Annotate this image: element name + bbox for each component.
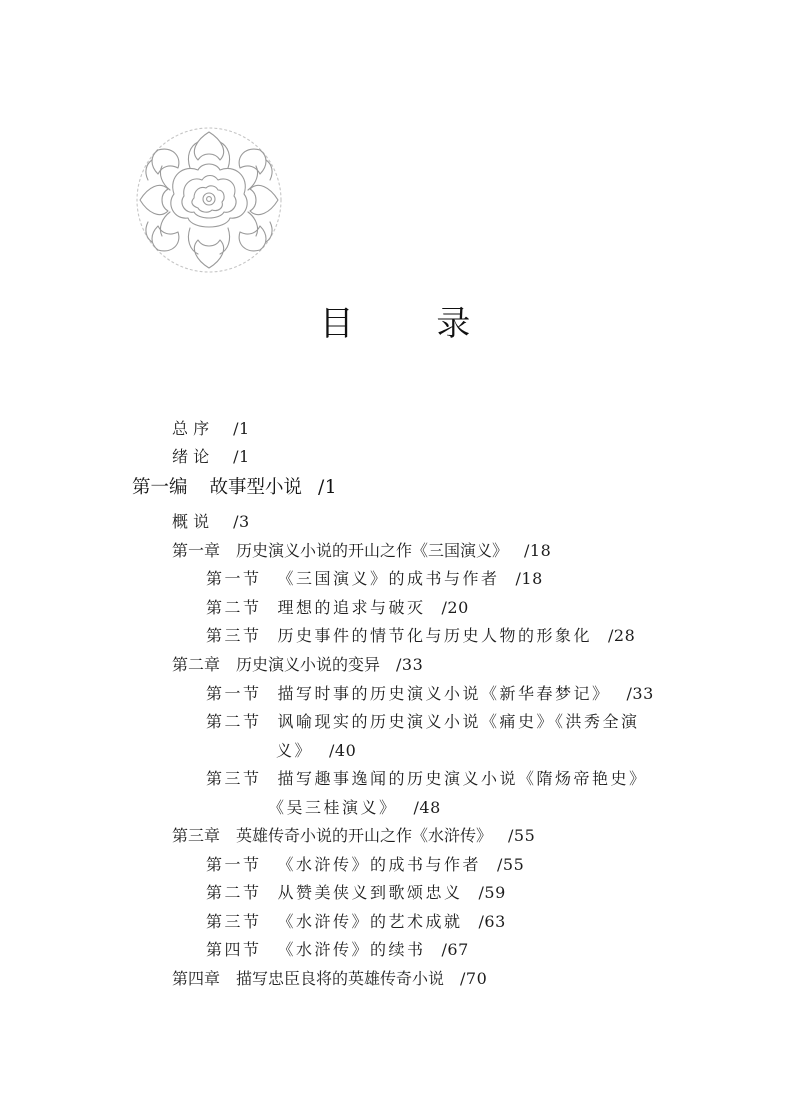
toc-title: 讽喻现实的历史演义小说《痛史》《洪秀全演 xyxy=(277,712,640,731)
toc-page: /67 xyxy=(441,940,469,959)
toc-label: 第二节 xyxy=(206,883,262,902)
toc-entry-chapter-3[interactable] xyxy=(172,826,535,846)
toc-title: 历史演义小说的开山之作《三国演义》 xyxy=(236,541,509,560)
toc-label: 第三章 xyxy=(172,826,221,845)
toc-label: 第一节 xyxy=(206,569,262,588)
toc-page: /3 xyxy=(233,512,250,531)
toc-entry-ch2-section-2-cont[interactable] xyxy=(276,741,356,761)
toc-title: 《水浒传》的续书 xyxy=(277,940,426,959)
toc-title: 描写忠臣良将的英雄传奇小说 xyxy=(236,969,445,988)
toc-entry-ch3-section-2[interactable] xyxy=(206,883,506,903)
toc-title: 描写时事的历史演义小说《新华春梦记》 xyxy=(277,684,611,703)
toc-label: 第三节 xyxy=(206,769,262,788)
toc-title: 从赞美侠义到歌颂忠义 xyxy=(277,883,463,902)
toc-title: 故事型小说 xyxy=(209,477,303,498)
toc-page: /59 xyxy=(478,883,506,902)
toc-entry-ch2-section-3-cont[interactable] xyxy=(268,798,441,818)
toc-label: 第二节 xyxy=(206,712,262,731)
toc-page: /55 xyxy=(508,826,536,845)
page-title: 目 录 xyxy=(319,304,507,344)
toc-label: 第一章 xyxy=(172,541,221,560)
toc-title-continued: 义》 xyxy=(276,741,314,760)
toc-label: 第一编 xyxy=(132,477,188,498)
toc-title: 历史事件的情节化与历史人物的形象化 xyxy=(277,626,593,645)
toc-entry-ch3-section-1[interactable] xyxy=(206,855,524,875)
toc-label: 第一节 xyxy=(206,684,262,703)
toc-page: /55 xyxy=(497,855,525,874)
toc-page: /70 xyxy=(460,969,488,988)
toc-entry-chapter-2[interactable] xyxy=(172,655,423,675)
toc-label: 第三节 xyxy=(206,626,262,645)
toc-entry-ch1-section-3[interactable] xyxy=(206,626,635,646)
toc-title: 历史演义小说的变异 xyxy=(236,655,381,674)
toc-entry-part-1[interactable] xyxy=(132,478,337,498)
toc-title: 描写趣事逸闻的历史演义小说《隋炀帝艳史》 xyxy=(277,769,648,788)
toc-page: /28 xyxy=(608,626,636,645)
toc-page: /33 xyxy=(396,655,424,674)
toc-title-continued: 《吴三桂演义》 xyxy=(268,798,398,817)
toc-page: /18 xyxy=(524,541,552,560)
toc-label: 绪 论 xyxy=(172,447,210,466)
toc-page: /18 xyxy=(515,569,543,588)
toc-page: /63 xyxy=(478,912,506,931)
toc-title: 《水浒传》的成书与作者 xyxy=(277,855,482,874)
toc-entry-chapter-4[interactable] xyxy=(172,969,487,989)
toc-page: /33 xyxy=(626,684,654,703)
toc-entry-intro[interactable] xyxy=(172,447,250,467)
toc-title: 《水浒传》的艺术成就 xyxy=(277,912,463,931)
toc-entry-ch2-section-2[interactable] xyxy=(206,712,640,732)
toc-label: 第二节 xyxy=(206,598,262,617)
toc-title: 英雄传奇小说的开山之作《水浒传》 xyxy=(236,826,493,845)
toc-page: /1 xyxy=(233,419,250,438)
toc-entry-ch1-section-2[interactable] xyxy=(206,598,469,618)
toc-entry-ch2-section-1[interactable] xyxy=(206,684,654,704)
toc-entry-chapter-1[interactable] xyxy=(172,541,551,561)
toc-label: 第三节 xyxy=(206,912,262,931)
toc-label: 第四节 xyxy=(206,940,262,959)
toc-label: 第一节 xyxy=(206,855,262,874)
toc-entry-preface[interactable] xyxy=(172,419,250,439)
toc-label: 第二章 xyxy=(172,655,221,674)
toc-entry-ch1-section-1[interactable] xyxy=(206,569,543,589)
toc-entry-ch2-section-3[interactable] xyxy=(206,769,648,789)
toc-label: 概 说 xyxy=(172,512,210,531)
toc-page: /1 xyxy=(318,477,338,498)
toc-entry-overview[interactable] xyxy=(172,512,250,532)
toc-page: /48 xyxy=(413,798,441,817)
toc-page: /40 xyxy=(329,741,357,760)
toc-page: /1 xyxy=(233,447,250,466)
toc-title: 《三国演义》的成书与作者 xyxy=(277,569,500,588)
toc-label: 第四章 xyxy=(172,969,221,988)
toc-label: 总 序 xyxy=(172,419,210,438)
toc-page: /20 xyxy=(441,598,469,617)
toc-entry-ch3-section-4[interactable] xyxy=(206,940,469,960)
toc-title: 理想的追求与破灭 xyxy=(277,598,426,617)
toc-entry-ch3-section-3[interactable] xyxy=(206,912,506,932)
